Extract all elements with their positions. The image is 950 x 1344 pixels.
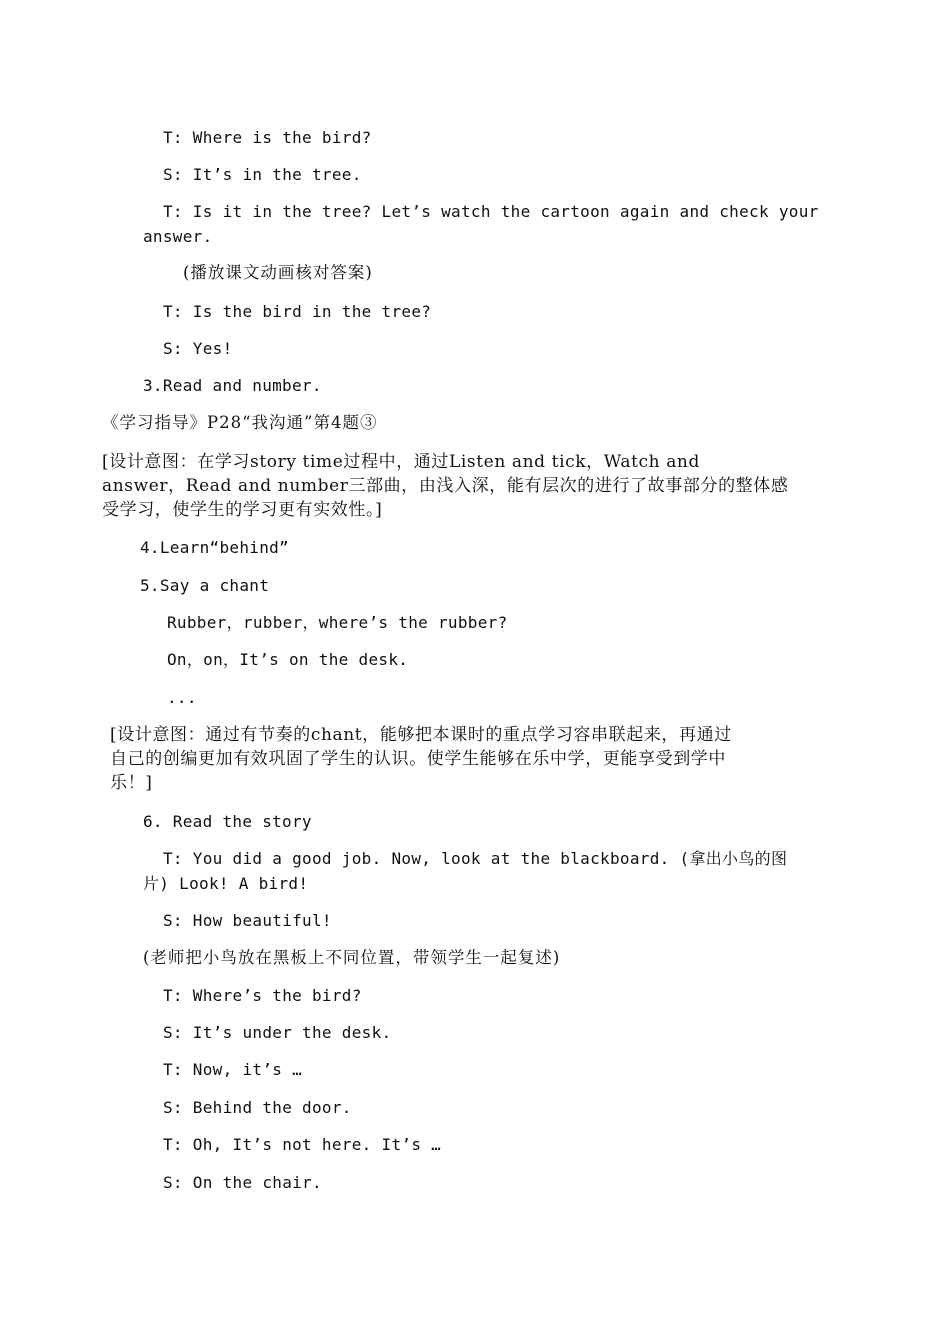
dialogue-line: T: You did a good job. Now, look at the blackboard. (拿出小鸟的图 <box>163 849 788 868</box>
design-intent: [设计意图：在学习story time过程中，通过Listen and tick，Watch and <box>102 452 700 472</box>
step-heading: 4.Learn“behind” <box>140 538 289 557</box>
dialogue-line: S: Yes! <box>163 339 233 358</box>
dialogue-line: S: Behind the door. <box>163 1098 352 1117</box>
stage-direction: (老师把小鸟放在黑板上不同位置，带领学生一起复述) <box>143 948 561 967</box>
dialogue-line: T: Oh, It’s not here. It’s … <box>163 1135 442 1154</box>
dialogue-line: 片) Look! A bird! <box>143 874 309 893</box>
dialogue-line: T: Where is the bird? <box>163 128 372 147</box>
design-intent: answer，Read and number三部曲，由浅入深，能有层次的进行了故事部分的整体感 <box>102 476 789 496</box>
dialogue-line: S: On the chair. <box>163 1173 322 1192</box>
chant-line: On，on，It’s on the desk. <box>167 650 409 669</box>
dialogue-line: T: Where’s the bird? <box>163 986 362 1005</box>
design-intent: 乐！] <box>110 773 153 793</box>
dialogue-line: S: It’s in the tree. <box>163 165 362 184</box>
chant-line: Rubber，rubber，where’s the rubber? <box>167 613 508 632</box>
dialogue-line: S: It’s under the desk. <box>163 1023 392 1042</box>
design-intent: [设计意图：通过有节奏的chant，能够把本课时的重点学习容串联起来，再通过 <box>110 725 732 745</box>
stage-direction: (播放课文动画核对答案) <box>183 263 373 282</box>
design-intent: 受学习，使学生的学习更有实效性。] <box>102 500 383 520</box>
chant-line: ... <box>167 688 197 707</box>
step-heading: 3.Read and number. <box>143 376 322 395</box>
step-heading: 6. Read the story <box>143 812 312 831</box>
dialogue-line: T: Is it in the tree? Let’s watch the cartoon again and check your <box>163 202 819 221</box>
dialogue-line: T: Is the bird in the tree? <box>163 302 432 321</box>
dialogue-line: S: How beautiful! <box>163 911 332 930</box>
reference-line: 《学习指导》P28“我沟通”第4题③ <box>102 413 378 432</box>
dialogue-line: answer. <box>143 227 213 246</box>
step-heading: 5.Say a chant <box>140 576 270 595</box>
dialogue-line: T: Now, it’s … <box>163 1060 303 1079</box>
design-intent: 自己的创编更加有效巩固了学生的认识。使学生能够在乐中学，更能享受到学中 <box>110 749 726 769</box>
